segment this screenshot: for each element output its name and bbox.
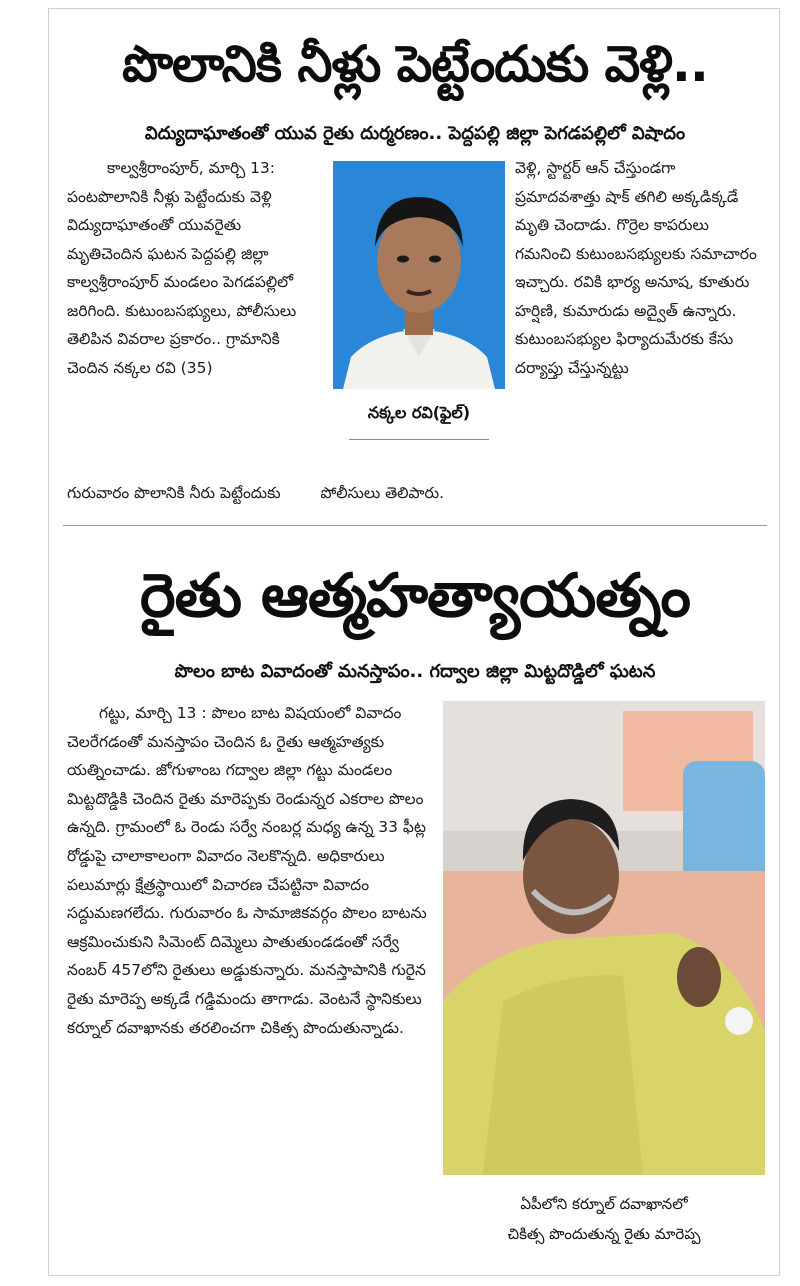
article2-photo-caption-line1: ఏపీలోని కర్నూల్‌ దవాఖానలో <box>520 1195 688 1213</box>
article1-body-right-end: పోలీసులు తెలిపారు. <box>320 484 445 502</box>
caption-underline <box>349 439 489 440</box>
article1-body-right <box>515 154 765 382</box>
article2-subheadline: పొలం బాట వివాదంతో మనస్తాపం.. గద్వాల జిల్లా మిట్టదొడ్డిలో ఘటన <box>174 661 656 682</box>
article2-body-text: గట్టు, మార్చి 13 : పొలం బాట విషయంలో వివాదం చెలరేగడంతో మనస్తాపం చెందిన ఓ రైతు ఆత్మహత్యకు యత్నించాడు. జోగుళాంబ గద్వాల జిల్లా గట్టు మండలం మిట్టదొడ్డికి చెందిన రైతు మారెప్పకు రెండున్నర ఎకరాల పొలం ఉన్నది. గ్రామంలో ఓ రెండు సర్వే నంబర్ల మధ్య ఉన్న 33 ఫీట్ల రోడ్డుపై చాలాకాలంగా వివాదం నెలకొన్నది. అధికారులు పలుమార్లు క్షేత్రస్థాయిలో విచారణ చేపట్టినా వివాదం సద్దుమణగలేదు. గురువారం ఓ సామాజికవర్గం పొలం బాటను ఆక్రమించుకుని సిమెంట్‌ దిమ్మెలు పాతుతుండడంతో సర్వే నంబర్‌ 457లోని రైతులు అడ్డుకున్నారు. మనస్తాపానికి గురైన రైతు మారెప్ప అక్కడే గడ్డిమందు తాగాడు. వెంటనే స్థానికులు కర్నూల్‌ దవాఖానకు తరలించగా చికిత్స పొందుతున్నాడు. <box>67 704 427 1037</box>
article2-photo-caption-line2: చికిత్స పొందుతున్న రైతు మారెప్ప <box>507 1225 701 1243</box>
article2-photo-caption <box>443 1189 765 1249</box>
article2-body <box>67 699 439 1042</box>
article1-body-left-text: కాల్వశ్రీరాంపూర్‌, మార్చి 13: పంటపొలానికి నీళ్లు పెట్టేందుకు వెళ్లి విద్యుదాఘాతంతో యువరైతు మృతిచెందిన ఘటన పెద్దపల్లి జిల్లా కాల్వశ్రీరాంపూర్‌ మండలం పెగడపల్లిలో జరిగింది. కుటుంబసభ్యులు, పోలీసులు తెలిపిన వివరాల ప్రకారం.. గ్రామానికి చెందిన నక్కల రవి (35) <box>67 159 297 377</box>
article1-body-right-text: వెళ్లి, స్టార్టర్‌ ఆన్‌ చేస్తుండగా ప్రమాదవశాత్తు షాక్‌ తగిలి అక్కడిక్కడే మృతి చెందాడు. గొర్రెల కాపరులు గమనించి కుటుంబసభ్యులకు సమాచారం ఇచ్చారు. రవికి భార్య అనూష, కూతురు హర్షిణి, కుమారుడు అద్వైత్‌ ఉన్నారు. కుటుంబసభ్యుల ఫిర్యాదుమేరకు కేసు దర్యాప్తు చేస్తున్నట్టు <box>515 159 757 377</box>
article1-subheadline: విద్యుదాఘాతంతో యువ రైతు దుర్మరణం.. పెద్దపల్లి జిల్లా పెగడపల్లిలో విషాదం <box>144 123 686 144</box>
article1-headline: పొలానికి నీళ్లు పెట్టేందుకు వెళ్లి.. <box>122 35 708 93</box>
article1-body-bottom-text: గురువారం పొలానికి నీరు పెట్టేందుకు <box>67 484 281 502</box>
patient-in-hospital-illustration <box>443 701 765 1175</box>
article1-photo <box>333 161 505 389</box>
article2-photo <box>443 701 765 1175</box>
article-divider <box>63 525 767 526</box>
man-portrait-illustration <box>333 161 505 389</box>
article1-photo-caption: నక్కల రవి(ఫైల్‌) <box>367 403 471 422</box>
article2-headline: రైతు ఆత్మహత్యాయత్నం <box>140 561 690 631</box>
article1-body-left <box>67 154 319 382</box>
article1-body-bottom <box>67 479 767 508</box>
newspaper-clipping <box>48 8 780 1276</box>
